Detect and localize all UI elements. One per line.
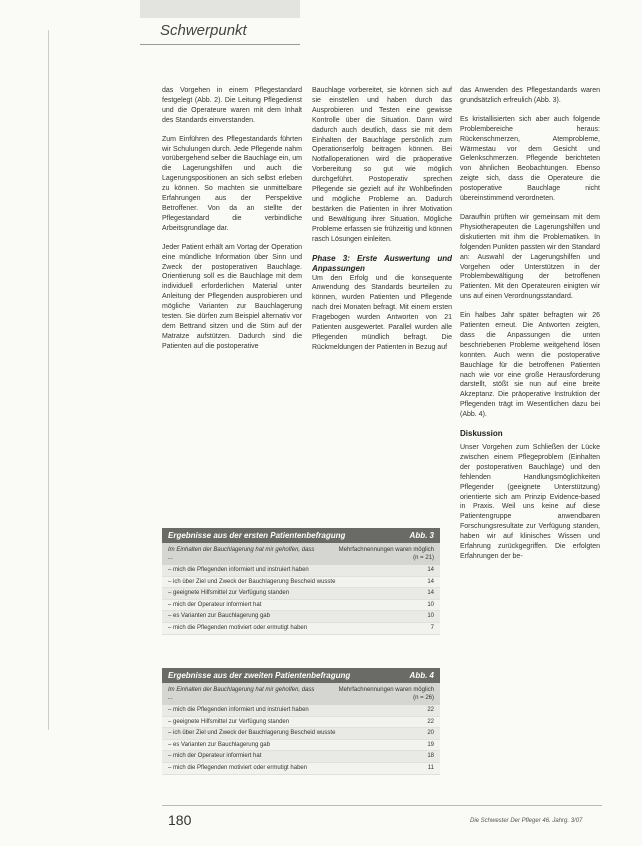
text-column-3 [460, 86, 600, 571]
box-title-bar [162, 528, 440, 543]
box-note: Mehrfachnennungen waren möglich (n = 21) [338, 547, 434, 561]
paragraph: Ein halbes Jahr später befragten wir 26 Patienten erneut. Die Antworten zeigten, dass die Anpassungen die unten beschriebenen Probleme weitgehend lösen konnten. Auch wenn die postoperative Bauchlage für die betroffenen Patienten nach wie vor eine große Herausforderung darstellt, stößt sie nun auf eine breite Akzeptanz. Die präoperative Instruktion der Pflegenden trägt im Wesentlichen dazu bei (Abb. 4). [460, 312, 600, 419]
box-rows [162, 705, 440, 775]
row-label: – es Varianten zur Bauchlagerung gab [168, 741, 270, 748]
results-box-first-survey [162, 528, 440, 635]
table-row [162, 705, 440, 717]
row-label: – ich über Ziel und Zweck der Bauchlagerung Bescheid wusste [168, 578, 336, 585]
text-column-2 [312, 86, 452, 362]
row-count: 20 [427, 730, 434, 737]
box-header-row [162, 543, 440, 565]
table-row [162, 623, 440, 635]
paragraph: Es kristallisierten sich aber auch folgende Problembereiche heraus: Rückenschmerzen, Atemprobleme, Wärmestau vor dem Gesicht und Gelenkschmerzen. Pflegende berichteten von ähnlichen Beobachtungen. Ebenso zeigte sich, dass die Operateure die postoperative Bauchlage nicht übereinstimmend verordneten. [460, 115, 600, 203]
page-number: 180 [168, 812, 192, 828]
text-column-1 [162, 86, 302, 361]
paragraph: Jeder Patient erhält am Vortag der Operation eine mündliche Information über Sinn und Zweck der postoperativen Bauchlage. Orientierung soll es die Bauchlage mit dem individuell erforderlichen Material unter Anleitung der Pflegenden ausprobieren und mögliche Varianten zur Bauchlagerung testen. Sie dürfen zum Beispiel alternativ vor dem Bettrand sitzen und die Stirn auf der Matratze aufstützen. Dadurch sind die Patienten auf die postoperative [162, 243, 302, 350]
figure-tag: Abb. 4 [409, 671, 434, 680]
row-label: – es Varianten zur Bauchlagerung gab [168, 613, 270, 620]
paragraph: Bauchlage vorbereitet, sie können sich auf sie einstellen und haben durch das Ausprobieren und Testen eine gewisse Kontrolle über die Situation. Dann wird dadurch auch deutlich, dass sie mit dem Einhalten der Bauchlage persönlich zum Operationserfolg beitragen können. Bei Notfalloperationen wird die präoperative Vorbereitung so gut wie möglich durchgeführt. Postoperativ sprechen Pflegende sie gezielt auf ihr Wohlbefinden und mögliche Probleme an. Dadurch bestärken die Patienten in ihrer Motivation und Bewältigung ihrer Situation. Mögliche Probleme erfassen sie frühzeitig und können rasch Lösungen einleiten. [312, 87, 452, 243]
row-count: 19 [427, 741, 434, 748]
paragraph: Daraufhin prüften wir gemeinsam mit dem Physiotherapeuten die Lagerungshilfen und diskutierten mit ihm die Problematiken. In folgenden Punkten passten wir den Standard an: Auswahl der Lagerungshilfen und Vorgehen oder Unterstützen in der Problembewältigung der betroffenen Patienten. Mit den Operateuren einigten wir uns auf einen Verordnungsstandard. [460, 213, 600, 301]
row-count: 14 [427, 567, 434, 573]
row-label: – mich die Pflegenden informiert und instruiert haben [168, 707, 309, 713]
row-count: 22 [427, 707, 434, 713]
box-note: Mehrfachnennungen waren möglich (n = 26) [338, 687, 434, 701]
footer-rule [162, 805, 602, 806]
paragraph: Zum Einführen des Pflegestandards führten wir Schulungen durch. Jede Pflegende nahm vorübergehend selber die Bauchlage ein, um die Lagerungshilfen und auch die Lagerungspositionen an sich selbst erleben zu können. So machten sie unmittelbare Erfahrungen aus der Perspektive Betroffener. Von da an stellte der Pflegestandard die verbindliche Arbeitsgrundlage dar. [162, 135, 302, 232]
table-row [162, 611, 440, 623]
box-header-row [162, 683, 440, 705]
paragraph: das Vorgehen in einem Pflegestandard festgelegt (Abb. 2). Die Leitung Pflegedienst und die Operateure waren mit dem Inhalt des Standards einverstanden. [162, 87, 302, 124]
row-label: – geeignete Hilfsmittel zur Verfügung standen [168, 590, 290, 597]
header-bar [140, 0, 300, 18]
box-title-bar [162, 668, 440, 683]
paragraph: Um den Erfolg und die konsequente Anwendung des Standards beurteilen zu können, wurden Patienten und Pflegende nach drei Monaten befragt. Mit einem ersten Fragebogen wurden Antworten von 21 Patienten ausgewertet. Parallel wurden alle Pflegenden mündlich befragt. Die Rückmeldungen der Patienten in Bezug auf [312, 274, 452, 351]
row-count: 22 [427, 718, 434, 725]
results-box-second-survey [162, 668, 440, 775]
header-rule [140, 44, 300, 45]
table-row [162, 728, 440, 740]
page-section-title: Schwerpunkt [160, 22, 247, 39]
figure-tag: Abb. 3 [409, 531, 434, 540]
table-row [162, 751, 440, 763]
row-label: – mich die Pflegenden motiviert oder ermutigt haben [168, 764, 308, 771]
row-label: – mich die Pflegenden informiert und instruiert haben [168, 567, 309, 573]
table-row [162, 763, 440, 775]
table-row [162, 600, 440, 612]
row-count: 14 [427, 590, 434, 597]
table-row [162, 717, 440, 729]
row-label: – mich der Operateur informiert hat [168, 601, 262, 608]
footer-source: Die Schwester Der Pfleger 46. Jahrg. 3/07 [470, 818, 583, 824]
row-label: – geeignete Hilfsmittel zur Verfügung standen [168, 718, 290, 725]
paragraph: das Anwenden des Pflegestandards waren grundsätzlich erfreulich (Abb. 3). [460, 87, 600, 104]
subheading: Phase 3: Erste Auswertung und Anpassungen [312, 253, 452, 273]
section-heading: Diskussion [460, 429, 503, 439]
page-edge-line [48, 30, 49, 730]
box-rows [162, 565, 440, 635]
row-count: 7 [430, 624, 434, 631]
paragraph: Unser Vorgehen zum Schließen der Lücke zwischen einem Pflegeproblem (Einhalten der postoperativen Bauchlage) und den fehlenden Handlungsmöglichkeiten Pflegender (geeignete Unterstützung) orientierte sich am Prinzip Evidence-based in Praxis. Weil uns keine auf diese Patientengruppe anwendbaren Forschungsresultate zur Verfügung standen, haben wir auf klinisches Wissen und Erfahrung zurückgegriffen. Die erfolgten Erfahrungen der be- [460, 444, 600, 560]
box-question: Im Einhalten der Bauchlagerung hat mir geholfen, dass ... [168, 687, 315, 701]
box-title: Ergebnisse aus der zweiten Patientenbefragung [168, 671, 351, 680]
row-count: 11 [427, 764, 434, 771]
row-label: – mich der Operateur informiert hat [168, 753, 262, 760]
row-label: – mich die Pflegenden motiviert oder ermutigt haben [168, 624, 308, 631]
row-count: 10 [427, 601, 434, 608]
box-question: Im Einhalten der Bauchlagerung hat mir geholfen, dass ... [168, 547, 315, 561]
row-count: 18 [427, 753, 434, 760]
table-row [162, 740, 440, 752]
table-row [162, 588, 440, 600]
row-count: 10 [427, 613, 434, 620]
table-row [162, 565, 440, 577]
table-row [162, 577, 440, 589]
box-title: Ergebnisse aus der ersten Patientenbefragung [168, 531, 346, 540]
row-label: – ich über Ziel und Zweck der Bauchlagerung Bescheid wusste [168, 730, 336, 737]
row-count: 14 [427, 578, 434, 585]
